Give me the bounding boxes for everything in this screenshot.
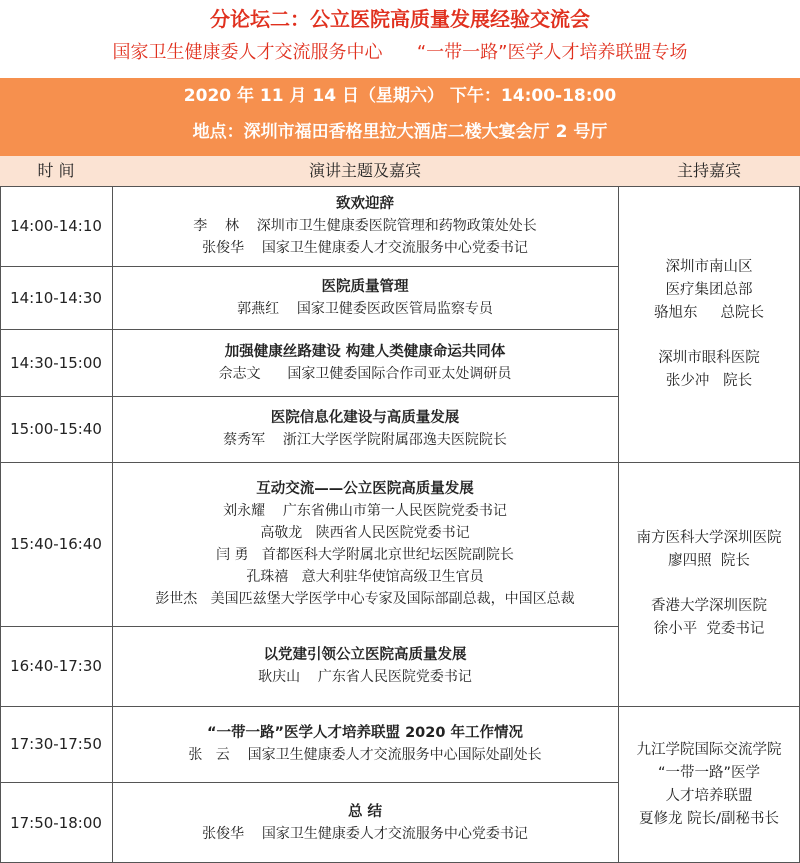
- grid-hline: [0, 626, 618, 627]
- host-cell: [618, 462, 800, 706]
- host-line: 人才培养联盟: [665, 787, 753, 804]
- grid-hline: [0, 782, 618, 783]
- grid-hline: [0, 266, 618, 267]
- speaker-line: 李 林 深圳市卫生健康委医院管理和药物政策处处长: [193, 218, 537, 234]
- speaker-line: 张俊华 国家卫生健康委人才交流服务中心党委书记: [202, 825, 528, 842]
- session-topic: “一带一路”医学人才培养联盟 2020 年工作情况: [206, 725, 523, 741]
- host-line: 香港大学深圳医院: [651, 598, 767, 614]
- schedule-table: [0, 186, 800, 863]
- host-line: 深圳市眼科医院: [658, 349, 760, 366]
- speaker-line: 张 云 国家卫生健康委人才交流服务中心国际处副处长: [188, 747, 542, 763]
- column-header-host: 主持嘉宾: [676, 161, 741, 180]
- session-cell: [112, 462, 618, 626]
- host-cell: [618, 706, 800, 863]
- host-line: “一带一路”医学: [657, 764, 761, 781]
- session-cell: [112, 396, 618, 462]
- page-title: 分论坛二：公立医院高质量发展经验交流会: [210, 7, 590, 31]
- session-cell: [112, 626, 618, 706]
- speaker-line: 高敬龙 陕西省人民医院党委书记: [260, 525, 470, 541]
- column-header-topic: 演讲主题及嘉宾: [308, 161, 421, 180]
- host-line: 徐小平 党委书记: [653, 621, 765, 637]
- host-line: 廖四照 院长: [668, 553, 750, 569]
- session-topic: 互动交流——公立医院高质量发展: [256, 481, 474, 497]
- host-cell: [618, 186, 800, 462]
- session-topic: 医院质量管理: [321, 278, 409, 295]
- time-slot: 15:40-16:40: [10, 535, 102, 553]
- time-slot: 14:30-15:00: [10, 353, 102, 372]
- host-line: 骆旭东 总院长: [653, 304, 765, 321]
- grid-hline: [0, 706, 618, 707]
- speaker-line: 耿庆山 广东省人民医院党委书记: [258, 669, 472, 685]
- event-venue: 地点：深圳市福田香格里拉大酒店二楼大宴会厅 2 号厅: [192, 122, 608, 142]
- speaker-line: 郭燕红 国家卫健委医政医管局监察专员: [237, 300, 493, 317]
- column-header-time: 时 间: [37, 161, 75, 180]
- session-cell: [112, 329, 618, 396]
- time-slot: 15:00-15:40: [10, 420, 102, 438]
- host-line: 深圳市南山区: [665, 258, 753, 275]
- time-slot: 17:30-17:50: [10, 735, 102, 753]
- grid-vline: [0, 186, 1, 863]
- time-slot: 16:40-17:30: [10, 657, 102, 675]
- session-cell: [112, 782, 618, 863]
- grid-hline: [0, 396, 618, 397]
- time-slot: 17:50-18:00: [10, 813, 102, 832]
- grid-vline: [618, 186, 619, 863]
- time-slot: 14:00-14:10: [10, 217, 102, 235]
- grid-hline: [0, 329, 618, 330]
- speaker-line: 彭世杰 美国匹兹堡大学医学中心专家及国际部副总裁，中国区总裁: [155, 591, 575, 607]
- host-line: 夏修龙 院长/副秘书长: [639, 810, 779, 827]
- event-banner: [0, 78, 800, 156]
- session-topic: 加强健康丝路建设 构建人类健康命运共同体: [224, 343, 506, 360]
- speaker-line: 佘志文 国家卫健委国际合作司亚太处调研员: [218, 365, 512, 382]
- host-line: 南方医科大学深圳医院: [636, 530, 782, 546]
- session-topic: 医院信息化建设与高质量发展: [270, 410, 460, 426]
- session-topic: 总 结: [347, 803, 383, 820]
- grid-vline: [112, 186, 113, 863]
- table-header: [0, 156, 800, 187]
- host-line: 九江学院国际交流学院: [636, 741, 782, 758]
- session-topic: 以党建引领公立医院高质量发展: [263, 647, 467, 663]
- session-cell: [112, 186, 618, 266]
- speaker-line: 张俊华 国家卫生健康委人才交流服务中心党委书记: [202, 240, 528, 256]
- speaker-line: 孔珠禧 意大利驻华使馆高级卫生官员: [246, 569, 484, 585]
- session-cell: [112, 266, 618, 329]
- speaker-line: 刘永耀 广东省佛山市第一人民医院党委书记: [223, 503, 507, 519]
- grid-hline: [618, 462, 800, 463]
- host-line: 医疗集团总部: [665, 281, 753, 298]
- page-subtitle: 国家卫生健康委人才交流服务中心 “一带一路”医学人才培养联盟专场: [112, 42, 688, 63]
- speaker-line: 闫 勇 首都医科大学附属北京世纪坛医院副院长: [216, 547, 514, 563]
- event-date: 2020 年 11 月 14 日（星期六） 下午：14:00-18:00: [183, 86, 617, 106]
- time-slot: 14:10-14:30: [10, 288, 102, 307]
- session-cell: [112, 706, 618, 782]
- grid-hline: [0, 462, 618, 463]
- session-topic: 致欢迎辞: [336, 196, 394, 212]
- host-line: 张少冲 院长: [665, 372, 753, 389]
- grid-hline: [618, 706, 800, 707]
- speaker-line: 蔡秀军 浙江大学医学院附属邵逸夫医院院长: [223, 432, 507, 448]
